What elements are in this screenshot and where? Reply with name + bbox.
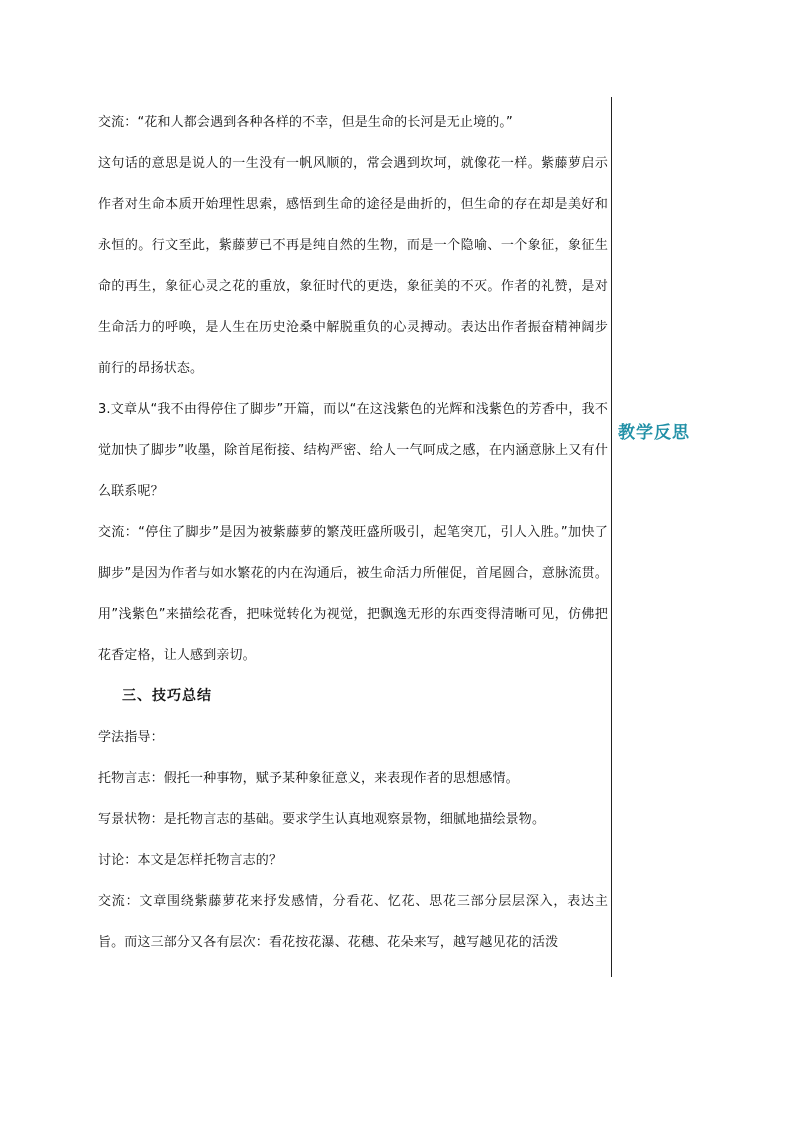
- lesson-content: [98, 102, 608, 963]
- paragraph-exchange-1: 交流：“花和人都会遇到各种各样的不幸，但是生命的长河是无止境的。”: [98, 115, 513, 130]
- paragraph-exchange-3: 交流：文章围绕紫藤萝花来抒发感情，分看花、忆花、思花三部分层层深入，表达主旨。而这三部分又各有层次：看花按花瀑、花穗、花朵来写，越写越见花的活泼: [98, 894, 608, 950]
- teaching-reflection-label: 教学反思: [618, 423, 690, 443]
- paragraph-question-3: 3.文章从“我不由得停住了脚步”开篇，而以“在这浅紫色的光辉和浅紫色的芳香中，我不觉加快了脚步”收墨，除首尾衔接、结构严密、给人一气呵成之感，在内涵意脉上又有什么联系呢？: [98, 402, 608, 499]
- paragraph-explanation: 这句话的意思是说人的一生没有一帆风顺的，常会遇到坎坷，就像花一样。紫藤萝启示作者对生命本质开始理性思索，感悟到生命的途径是曲折的，但生命的存在却是美好和永恒的。行文至此，紫藤萝已不再是纯自然的生物，而是一个隐喻、一个象征，象征生命的再生，象征心灵之花的重放，象征时代的更迭，象征美的不灭。作者的礼赞，是对生命活力的呼唤，是人生在历史沧桑中解脱重负的心灵搏动。表达出作者振奋精神阔步前行的昂扬状态。: [98, 156, 608, 376]
- paragraph-discussion: 讨论：本文是怎样托物言志的？: [98, 853, 283, 868]
- paragraph-method-guide: 学法指导：: [98, 730, 164, 745]
- column-divider: [611, 97, 612, 977]
- paragraph-xiejing-zhuangwu: 写景状物：是托物言志的基础。要求学生认真地观察景物，细腻地描绘景物。: [98, 812, 546, 827]
- section-heading-skills-summary: 三、技巧总结: [122, 688, 212, 704]
- paragraph-tuowu-yanzhi: 托物言志：假托一种事物，赋予某种象征意义，来表现作者的思想感情。: [98, 771, 519, 786]
- paragraph-exchange-2: 交流：“停住了脚步”是因为被紫藤萝的繁茂旺盛所吸引，起笔突兀，引人入胜。”加快了脚步”是因为作者与如水繁花的内在沟通后，被生命活力所催促，首尾圆合，意脉流贯。用”浅紫色”来描绘花香，把味觉转化为视觉，把飘逸无形的东西变得清晰可见，仿佛把花香定格，让人感到亲切。: [98, 525, 608, 663]
